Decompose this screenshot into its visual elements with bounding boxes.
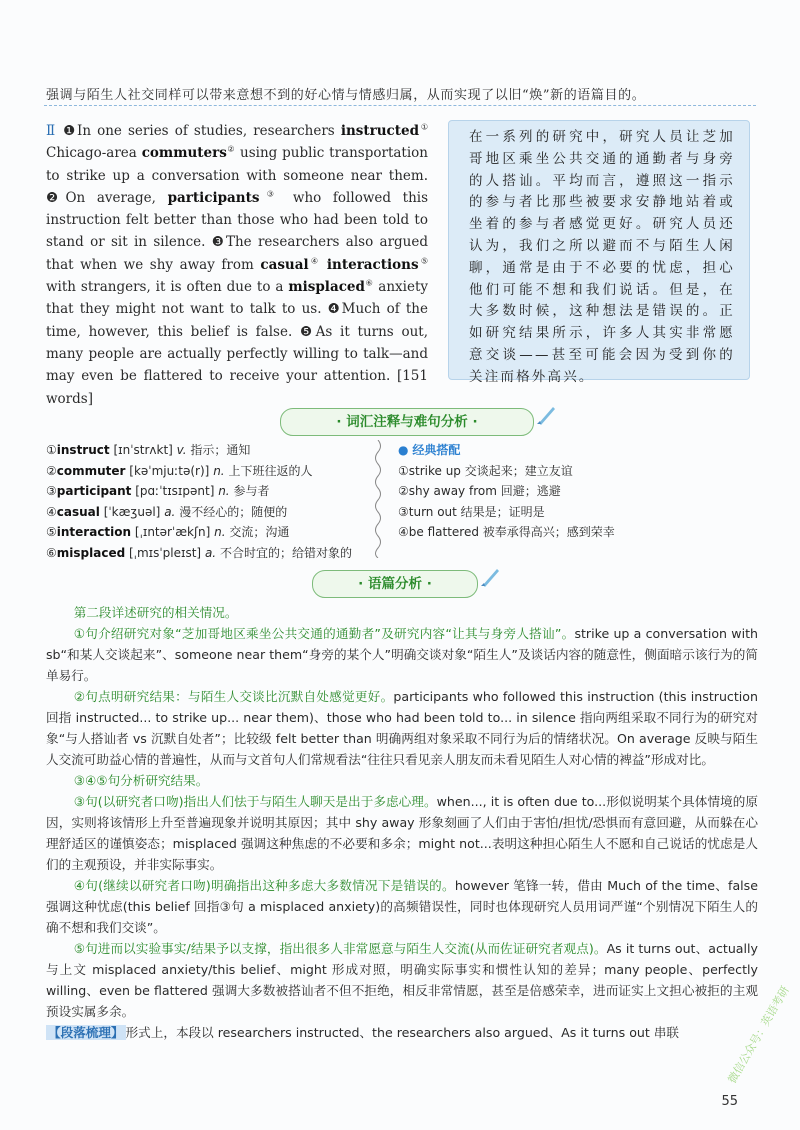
analysis-text: strike up a conversation with sb“和某人交谈起来”、someone near them“身旁的某个人”明确交谈对象“陌生人”及谈话内容的随意性，侧面暗示该行为的简单易行。 bbox=[46, 626, 758, 683]
analysis-head: ④句(继续以研究者口吻)明确指出这种多虑大多数情况下是错误的。 bbox=[73, 878, 455, 893]
sentence-marker: ❷ bbox=[46, 189, 66, 206]
analysis-text: As it turns out、actually 与上文 misplaced anxiety/this belief、might 形成对照，明确实际事实和惯性认知的差异；many people、perfectly willing、even be flattered 强调大多数被搭讪者不但不拒绝，相反非常情愿，甚至是倍感荣幸，进而证实上文担心被拒的主观预设实属多余。 bbox=[46, 941, 758, 1019]
passage-text: Chicago-area bbox=[46, 145, 142, 162]
collocation-item: ③turn out 结果是；证明是 bbox=[398, 504, 545, 519]
analysis-block-4 bbox=[46, 791, 758, 875]
analysis-block-5 bbox=[46, 875, 758, 938]
vocab-number: ⑥ bbox=[46, 545, 57, 560]
analysis-text: when..., it is often due to...形似说明某个具体情境的原因，实则将该情形上升至普遍现象并说明其原因；其中 shy away 形象刻画了人们由于害怕/担忧/恐惧而有意回避，从而躲在心理舒适区的谨慎姿态；misplaced 强调这种焦虑的不必要和多余；might not...表明这种担心陌生人不愿和自己说话的忧虑是人们的主观预设，并非实际事实。 bbox=[46, 794, 758, 872]
analysis-head: ⑤句进而以实验事实/结果予以支撑，指出很多人非常愿意与陌生人交流(从而佐证研究者观点)。 bbox=[73, 941, 607, 956]
analysis-banner-title: 语篇分析 bbox=[368, 576, 422, 592]
vocab-pos: v. bbox=[176, 443, 187, 457]
vocab-ipa: [ˌmɪsˈpleɪst] bbox=[129, 545, 202, 560]
vocab-number: ③ bbox=[46, 484, 57, 498]
analysis-head: ③④⑤句分析研究结果。 bbox=[73, 773, 209, 788]
passage-text: with strangers, it is often due to a bbox=[46, 279, 289, 296]
vocab-pos: a. bbox=[204, 545, 217, 560]
vocab-pos: a. bbox=[164, 504, 176, 519]
pen-icon bbox=[479, 565, 501, 587]
collocation-list bbox=[398, 440, 758, 543]
vocab-number: ④ bbox=[46, 504, 57, 519]
key-word: interactions bbox=[326, 256, 419, 273]
vocab-number: ⑤ bbox=[46, 525, 57, 539]
pen-icon bbox=[535, 403, 557, 425]
analysis-text: however 笔锋一转，借由 Much of the time、false 强调这种忧虑(this belief 回指③句 a misplaced anxiety)的高频错误性，同时也体现研究人员用词严谨“个别情况下陌生人的确不想和我们交谈”。 bbox=[46, 878, 758, 935]
summary-text: 形式上，本段以 researchers instructed、the researchers also argued、As it turns out 串联 bbox=[125, 1025, 680, 1040]
vocab-ipa: [kəˈmjuːtə(r)] bbox=[129, 463, 210, 478]
vocab-pos: n. bbox=[213, 463, 225, 478]
page-number: 55 bbox=[721, 1094, 738, 1109]
dashed-divider bbox=[44, 105, 756, 106]
vocab-ipa: [ɪnˈstrʌkt] bbox=[113, 443, 173, 457]
watermark: 微信公众号：英语考研 bbox=[725, 983, 792, 1086]
passage-text: The researchers also argued that when we shy away from bbox=[46, 234, 429, 273]
footnote-marker: ④ bbox=[308, 256, 321, 266]
analysis-block-2 bbox=[46, 686, 758, 770]
sentence-marker: ❺ bbox=[300, 323, 316, 340]
vocab-item bbox=[46, 481, 376, 502]
english-passage bbox=[46, 120, 428, 410]
passage-text: Much of the time, however, this belief is false. bbox=[46, 301, 428, 340]
vocab-meaning: 不合时宜的；给错对象的 bbox=[219, 545, 352, 560]
key-word: misplaced bbox=[288, 279, 365, 296]
vocab-meaning: 漫不经心的；随便的 bbox=[179, 504, 288, 519]
vocab-pos: n. bbox=[214, 525, 226, 539]
vocab-banner-title: 词汇注释与难句分析 bbox=[346, 414, 468, 430]
analysis-head: ②句点明研究结果：与陌生人交谈比沉默自处感觉更好。 bbox=[73, 689, 394, 704]
analysis-head: ③句(以研究者口吻)指出人们怯于与陌生人聊天是出于多虑心理。 bbox=[73, 794, 437, 809]
collocation-heading bbox=[398, 440, 758, 461]
collocation-item: ②shy away from 回避；逃避 bbox=[398, 484, 561, 498]
footnote-marker: ③ bbox=[259, 189, 282, 199]
analysis-text: participants who followed this instruction (this instruction 回指 instructed... to strike up... near them)、those who had been told to... in silence 指向两组采取不同行为的研究对象“与人搭讪者 vs 沉默自处者”；比较级 felt better than 明确两组对象采取不同行为后的情绪状况。On average 反映与陌生人交流可助益心情的普遍性，从而与文首句人们常规看法“往往只看见亲人朋友而未看见陌生人对心情的裨益”形成对比。 bbox=[46, 689, 758, 767]
summary-label: 【段落梳理】 bbox=[48, 1025, 124, 1040]
vocab-meaning: 参与者 bbox=[233, 484, 270, 498]
vocab-item bbox=[46, 522, 376, 543]
vocab-meaning: 交流；沟通 bbox=[229, 525, 290, 539]
key-word: participants bbox=[167, 189, 260, 206]
analysis-head: ①句介绍研究对象“芝加哥地区乘坐公共交通的通勤者”及研究内容“让其与身旁人搭讪”。 bbox=[73, 626, 575, 641]
translation-box bbox=[448, 120, 750, 385]
passage-text: who followed this instruction felt better than those who had been told to stand or sit in silence. bbox=[46, 189, 429, 251]
passage-text: As it turns out, many people are actually perfectly willing to talk—and may even be flattered to receive your attention. [151 words] bbox=[46, 323, 428, 407]
analysis-block-1 bbox=[46, 623, 758, 686]
analysis-body bbox=[46, 602, 758, 1043]
vocab-word: interaction bbox=[56, 525, 132, 539]
collocation-title: 经典搭配 bbox=[412, 443, 461, 457]
vocab-item bbox=[46, 440, 376, 461]
carryover-line: 强调与陌生人社交同样可以带来意想不到的好心情与情感归属，从而实现了以旧“焕”新的语篇目的。 bbox=[46, 88, 646, 103]
vocab-pos: n. bbox=[218, 484, 230, 498]
vocab-ipa: [ˈkæʒuəl] bbox=[103, 504, 161, 519]
passage-text: In one series of studies, researchers bbox=[76, 123, 341, 139]
collocation-item: ①strike up 交谈起来；建立友谊 bbox=[398, 463, 573, 478]
vocab-number: ② bbox=[46, 463, 57, 478]
key-word: casual bbox=[260, 256, 309, 273]
vocab-list bbox=[46, 440, 376, 563]
passage-text: anxiety that they might not want to talk to us. bbox=[46, 279, 429, 318]
translation-text: 在一系列的研究中，研究人员让芝加哥地区乘坐公共交通的通勤者与身旁的人搭讪。平均而言，遵照这一指示的参与者比那些被要求安静地站着或坐着的参与者感觉更好。研究人员还认为，我们之所以避而不与陌生人闲聊，通常是由于不必要的忧虑，担心他们可能不想和我们说话。但是，在大多数时候，这种想法是错误的。正如研究结果所示，许多人其实非常愿意交谈——甚至可能会因为受到你的关注而格外高兴。 bbox=[469, 129, 735, 385]
vocab-item bbox=[46, 502, 376, 523]
wavy-divider bbox=[372, 440, 384, 558]
sentence-marker: ❹ bbox=[327, 301, 342, 318]
analysis-block-6 bbox=[46, 938, 758, 1022]
vocab-ipa: [ˌɪntərˈækʃn] bbox=[134, 525, 211, 539]
bullet-icon: ● bbox=[398, 443, 409, 457]
collocation-item: ④be flattered 被奉承得高兴；感到荣幸 bbox=[398, 525, 615, 539]
key-word: instructed bbox=[340, 123, 420, 139]
vocab-word: misplaced bbox=[56, 545, 126, 560]
paragraph-summary bbox=[46, 1022, 758, 1043]
vocab-section-banner: · 词汇注释与难句分析 · bbox=[280, 408, 534, 436]
vocab-number: ① bbox=[46, 443, 57, 457]
vocab-word: instruct bbox=[56, 443, 110, 457]
footnote-marker: ① bbox=[419, 122, 428, 132]
vocab-meaning: 指示；通知 bbox=[190, 443, 251, 457]
vocab-meaning: 上下班往返的人 bbox=[228, 463, 313, 478]
footnote-marker: ⑥ bbox=[364, 278, 374, 288]
vocab-item bbox=[46, 543, 376, 564]
sentence-marker: ❸ bbox=[211, 234, 226, 251]
passage-text: using public transportation to strike up a conversation with someone near them. bbox=[46, 145, 428, 184]
paragraph-roman-numeral: Ⅱ bbox=[46, 123, 57, 139]
vocab-word: casual bbox=[56, 504, 100, 519]
key-word: commuters bbox=[141, 145, 227, 162]
analysis-section-banner: · 语篇分析 · bbox=[312, 570, 478, 598]
vocab-word: participant bbox=[56, 484, 132, 498]
footnote-marker: ⑤ bbox=[418, 256, 429, 266]
sentence-marker: ❶ bbox=[63, 123, 77, 139]
vocab-ipa: [pɑːˈtɪsɪpənt] bbox=[135, 484, 215, 498]
vocab-word: commuter bbox=[56, 463, 126, 478]
passage-text: On average, bbox=[65, 189, 168, 206]
vocab-item bbox=[46, 461, 376, 482]
footnote-marker: ② bbox=[226, 144, 236, 154]
analysis-intro: 第二段详述研究的相关情况。 bbox=[73, 605, 238, 620]
